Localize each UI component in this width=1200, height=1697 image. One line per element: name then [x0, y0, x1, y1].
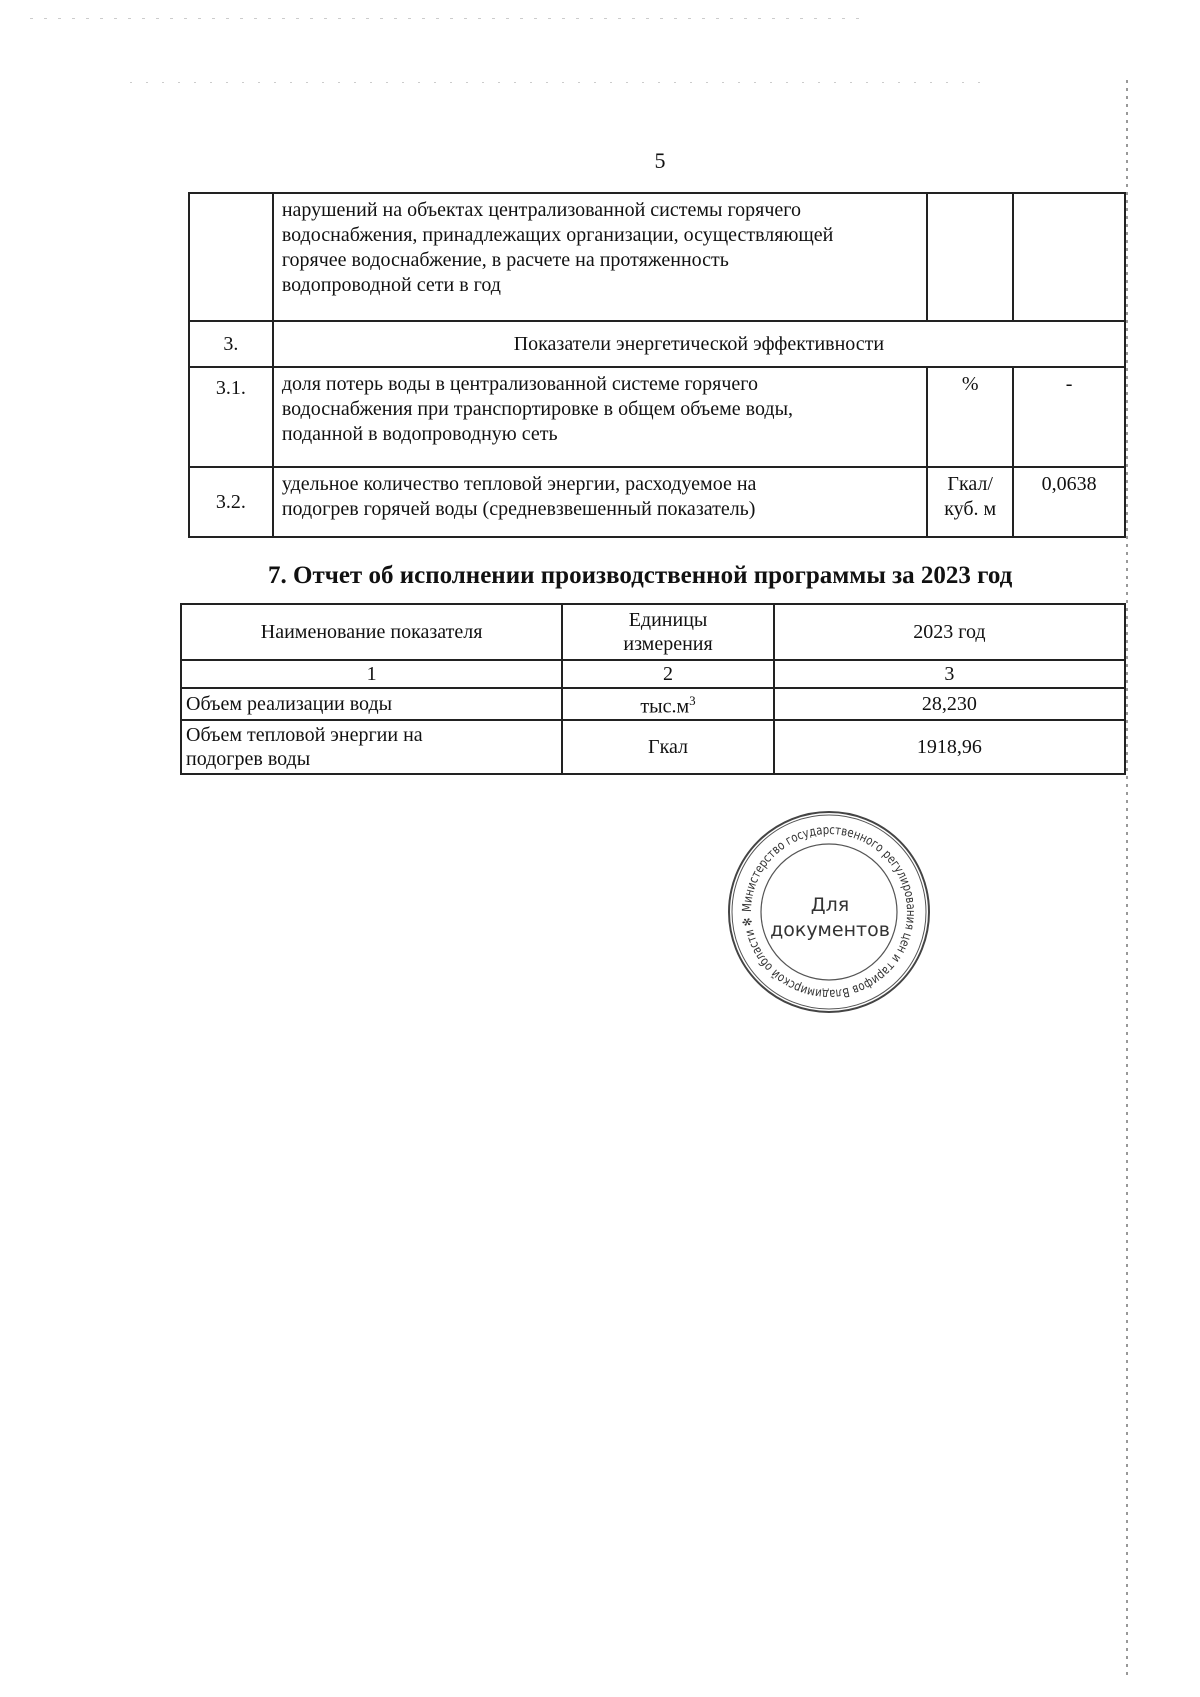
stamp-ring-textpath: Министерство государственного регулирования цен и тарифов Владимирской области ✻ — [738, 821, 920, 1003]
value-cell: 1918,96 — [774, 720, 1125, 774]
row-number: 3.1. — [189, 367, 273, 467]
unit-cell: % — [927, 367, 1013, 467]
page-number: 5 — [654, 148, 666, 173]
stamp-line: Для — [810, 894, 850, 916]
section-heading: 7. Отчет об исполнении производственной программы за 2023 год — [268, 562, 1013, 589]
description-line: горячее водоснабжение, в расчете на протяженность — [281, 249, 729, 271]
table-row — [189, 193, 1125, 321]
column-header-name: Наименование показателя — [181, 604, 562, 660]
description-line: водоснабжения при транспортировке в общем объеме воды, — [281, 398, 793, 420]
header-line: Единицы — [628, 609, 708, 631]
unit-line: Гкал/ — [947, 473, 993, 495]
indicator-name — [181, 720, 562, 774]
scan-noise — [30, 18, 870, 19]
description-line: поданной в водопроводную сеть — [281, 423, 558, 445]
value-cell — [1013, 193, 1125, 321]
row-number: 3.2. — [189, 467, 273, 537]
stamp-line: документов — [770, 919, 890, 941]
section-row — [189, 321, 1125, 367]
column-number-row — [181, 660, 1125, 688]
column-header-unit — [562, 604, 774, 660]
value-cell: - — [1013, 367, 1125, 467]
indicator-description — [273, 467, 927, 537]
table-row — [189, 367, 1125, 467]
table-row — [181, 720, 1125, 774]
name-line: Объем тепловой энергии на — [186, 723, 423, 746]
scan-edge — [1126, 80, 1128, 1680]
value-cell: 0,0638 — [1013, 467, 1125, 537]
energy-indicators-table — [188, 192, 1126, 538]
table-row — [181, 688, 1125, 720]
description-line: удельное количество тепловой энергии, расходуемое на — [281, 473, 757, 495]
header-row — [181, 604, 1125, 660]
unit-cell — [927, 193, 1013, 321]
row-number — [189, 193, 273, 321]
section-title: Показатели энергетической эффективности — [273, 321, 1125, 367]
production-program-report-table — [180, 603, 1126, 775]
column-number: 2 — [562, 660, 774, 688]
description-line: доля потерь воды в централизованной системе горячего — [281, 373, 758, 395]
unit-line: куб. м — [944, 498, 997, 520]
scan-noise — [130, 82, 990, 83]
column-header-year: 2023 год — [774, 604, 1125, 660]
description-line: водопроводной сети в год — [281, 274, 501, 296]
description-line: подогрев горячей воды (средневзвешенный показатель) — [281, 498, 756, 520]
indicator-name: Объем реализации воды — [181, 688, 562, 720]
unit-cell — [562, 688, 774, 720]
unit-cell — [927, 467, 1013, 537]
unit-superscript: 3 — [689, 693, 696, 708]
table-row — [189, 467, 1125, 537]
description-line: водоснабжения, принадлежащих организации, осуществляющей — [281, 224, 834, 246]
column-number: 3 — [774, 660, 1125, 688]
header-line: измерения — [623, 633, 713, 655]
value-cell: 28,230 — [774, 688, 1125, 720]
unit-text: тыс.м — [640, 695, 690, 718]
indicator-description — [273, 193, 927, 321]
unit-cell: Гкал — [562, 720, 774, 774]
description-line: нарушений на объектах централизованной системы горячего — [281, 199, 801, 221]
name-line: подогрев воды — [186, 747, 311, 770]
section-number: 3. — [189, 321, 273, 367]
stamp-center-text — [760, 893, 900, 943]
indicator-description — [273, 367, 927, 467]
column-number: 1 — [181, 660, 562, 688]
